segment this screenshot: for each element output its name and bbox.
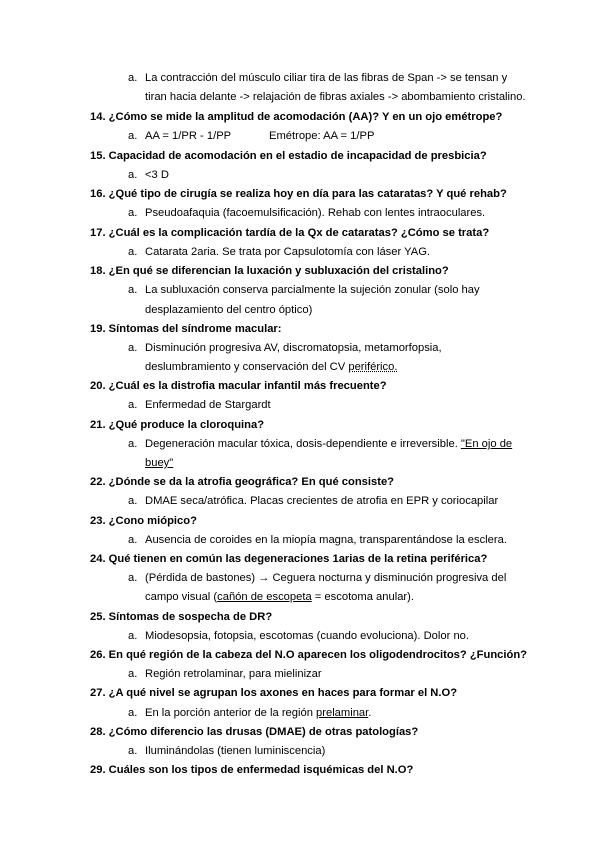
answer-marker: a. <box>128 246 138 258</box>
answer-text: tiran hacia delante -> relajación de fibras axiales -> abombamiento cristalino. <box>145 91 526 103</box>
answer-text: Ausencia de coroides en la miopía magna, transparentándose la esclera. <box>145 534 507 546</box>
answer-marker: a. <box>128 534 138 546</box>
answer-text-part: = escotoma anular). <box>311 591 414 603</box>
underlined-term: prelaminar <box>316 707 369 719</box>
question-28: 28. ¿Cómo diferencio las drusas (DMAE) de otras patologías? <box>90 726 419 738</box>
question-16: 16. ¿Qué tipo de cirugía se realiza hoy en día para las cataratas? Y qué rehab? <box>90 188 507 200</box>
answer-text: Iluminándolas (tienen luminiscencia) <box>145 745 326 757</box>
answer-marker: a. <box>128 207 138 219</box>
question-20: 20. ¿Cuál es la distrofia macular infantil más frecuente? <box>90 380 387 392</box>
question-23: 23. ¿Cono miópico? <box>90 515 197 527</box>
question-14: 14. ¿Cómo se mide la amplitud de acomodación (AA)? Y en un ojo emétrope? <box>90 111 503 123</box>
underlined-term: buey" <box>145 457 174 469</box>
answer-text: AA = 1/PR - 1/PP <box>145 130 232 142</box>
answer-text: Enfermedad de Stargardt <box>145 399 271 411</box>
question-15: 15. Capacidad de acomodación en el estadio de incapacidad de presbicia? <box>90 150 487 162</box>
answer-text-part: deslumbramiento y conservación del CV <box>145 361 349 373</box>
answer-text: La contracción del músculo ciliar tira de las fibras de Span -> se tensan y <box>145 72 508 84</box>
answer-text: <3 D <box>145 169 169 181</box>
answer-text: Miodesopsia, fotopsia, escotomas (cuando evoluciona). Dolor no. <box>145 630 469 642</box>
answer-marker: a. <box>128 630 138 642</box>
question-24: 24. Qué tienen en común las degeneraciones 1arias de la retina periférica? <box>90 553 488 565</box>
answer-text: desplazamiento del centro óptico) <box>145 304 313 316</box>
question-18: 18. ¿En qué se diferencian la luxación y subluxación del cristalino? <box>90 265 449 277</box>
underlined-term: "En ojo de <box>460 438 513 450</box>
answer-marker: a. <box>128 130 138 142</box>
answer-text-part: . <box>368 707 372 719</box>
answer-marker: a. <box>128 169 138 181</box>
answer-text: La subluxación conserva parcialmente la sujeción zonular (solo hay <box>145 284 480 296</box>
underlined-term: periférico. <box>348 361 398 373</box>
question-21: 21. ¿Qué produce la cloroquina? <box>90 419 265 431</box>
answer-text <box>145 706 371 720</box>
answer-marker: a. <box>128 707 138 719</box>
answer-text: (Pérdida de bastones) → Ceguera nocturna y disminución progresiva del <box>145 572 507 584</box>
question-25: 25. Síntomas de sospecha de DR? <box>90 611 273 623</box>
answer-text <box>145 437 512 451</box>
answer-text <box>145 590 414 604</box>
answer-marker: a. <box>128 399 138 411</box>
answer-marker: a. <box>128 72 138 84</box>
question-17: 17. ¿Cuál es la complicación tardía de la Qx de cataratas? ¿Cómo se trata? <box>90 227 490 239</box>
answer-text-part: campo visual ( <box>145 591 218 603</box>
question-22: 22. ¿Dónde se da la atrofia geográfica? En qué consiste? <box>90 476 395 488</box>
answer-text: Disminución progresiva AV, discromatopsia, metamorfopsia, <box>145 342 442 354</box>
answer-marker: a. <box>128 572 138 584</box>
question-26: 26. En qué región de la cabeza del N.O aparecen los oligodendrocitos? ¿Función? <box>90 649 528 661</box>
answer-marker: a. <box>128 668 138 680</box>
answer-marker: a. <box>128 495 138 507</box>
answer-marker: a. <box>128 438 138 450</box>
underlined-term: cañón de escopeta <box>217 591 312 603</box>
answer-text <box>145 360 397 374</box>
answer-text: Catarata 2aria. Se trata por Capsulotomía con láser YAG. <box>145 246 431 258</box>
answer-text: Pseudoafaquia (facoemulsificación). Rehab con lentes intraoculares. <box>145 207 486 219</box>
answer-extra: Emétrope: AA = 1/PP <box>269 130 375 142</box>
question-27: 27. ¿A qué nivel se agrupan los axones en haces para formar el N.O? <box>90 687 458 699</box>
question-19: 19. Síntomas del síndrome macular: <box>90 323 282 335</box>
answer-text-part: Degeneración macular tóxica, dosis-dependiente e irreversible. <box>145 438 461 450</box>
answer-marker: a. <box>128 342 138 354</box>
answer-marker: a. <box>128 745 138 757</box>
answer-marker: a. <box>128 284 138 296</box>
answer-text-part: En la porción anterior de la región <box>145 707 317 719</box>
answer-text: DMAE seca/atrófica. Placas crecientes de atrofia en EPR y coriocapilar <box>145 495 499 507</box>
question-29: 29. Cuáles son los tipos de enfermedad isquémicas del N.O? <box>90 764 414 776</box>
answer-text: Región retrolaminar, para mielinizar <box>145 668 322 680</box>
